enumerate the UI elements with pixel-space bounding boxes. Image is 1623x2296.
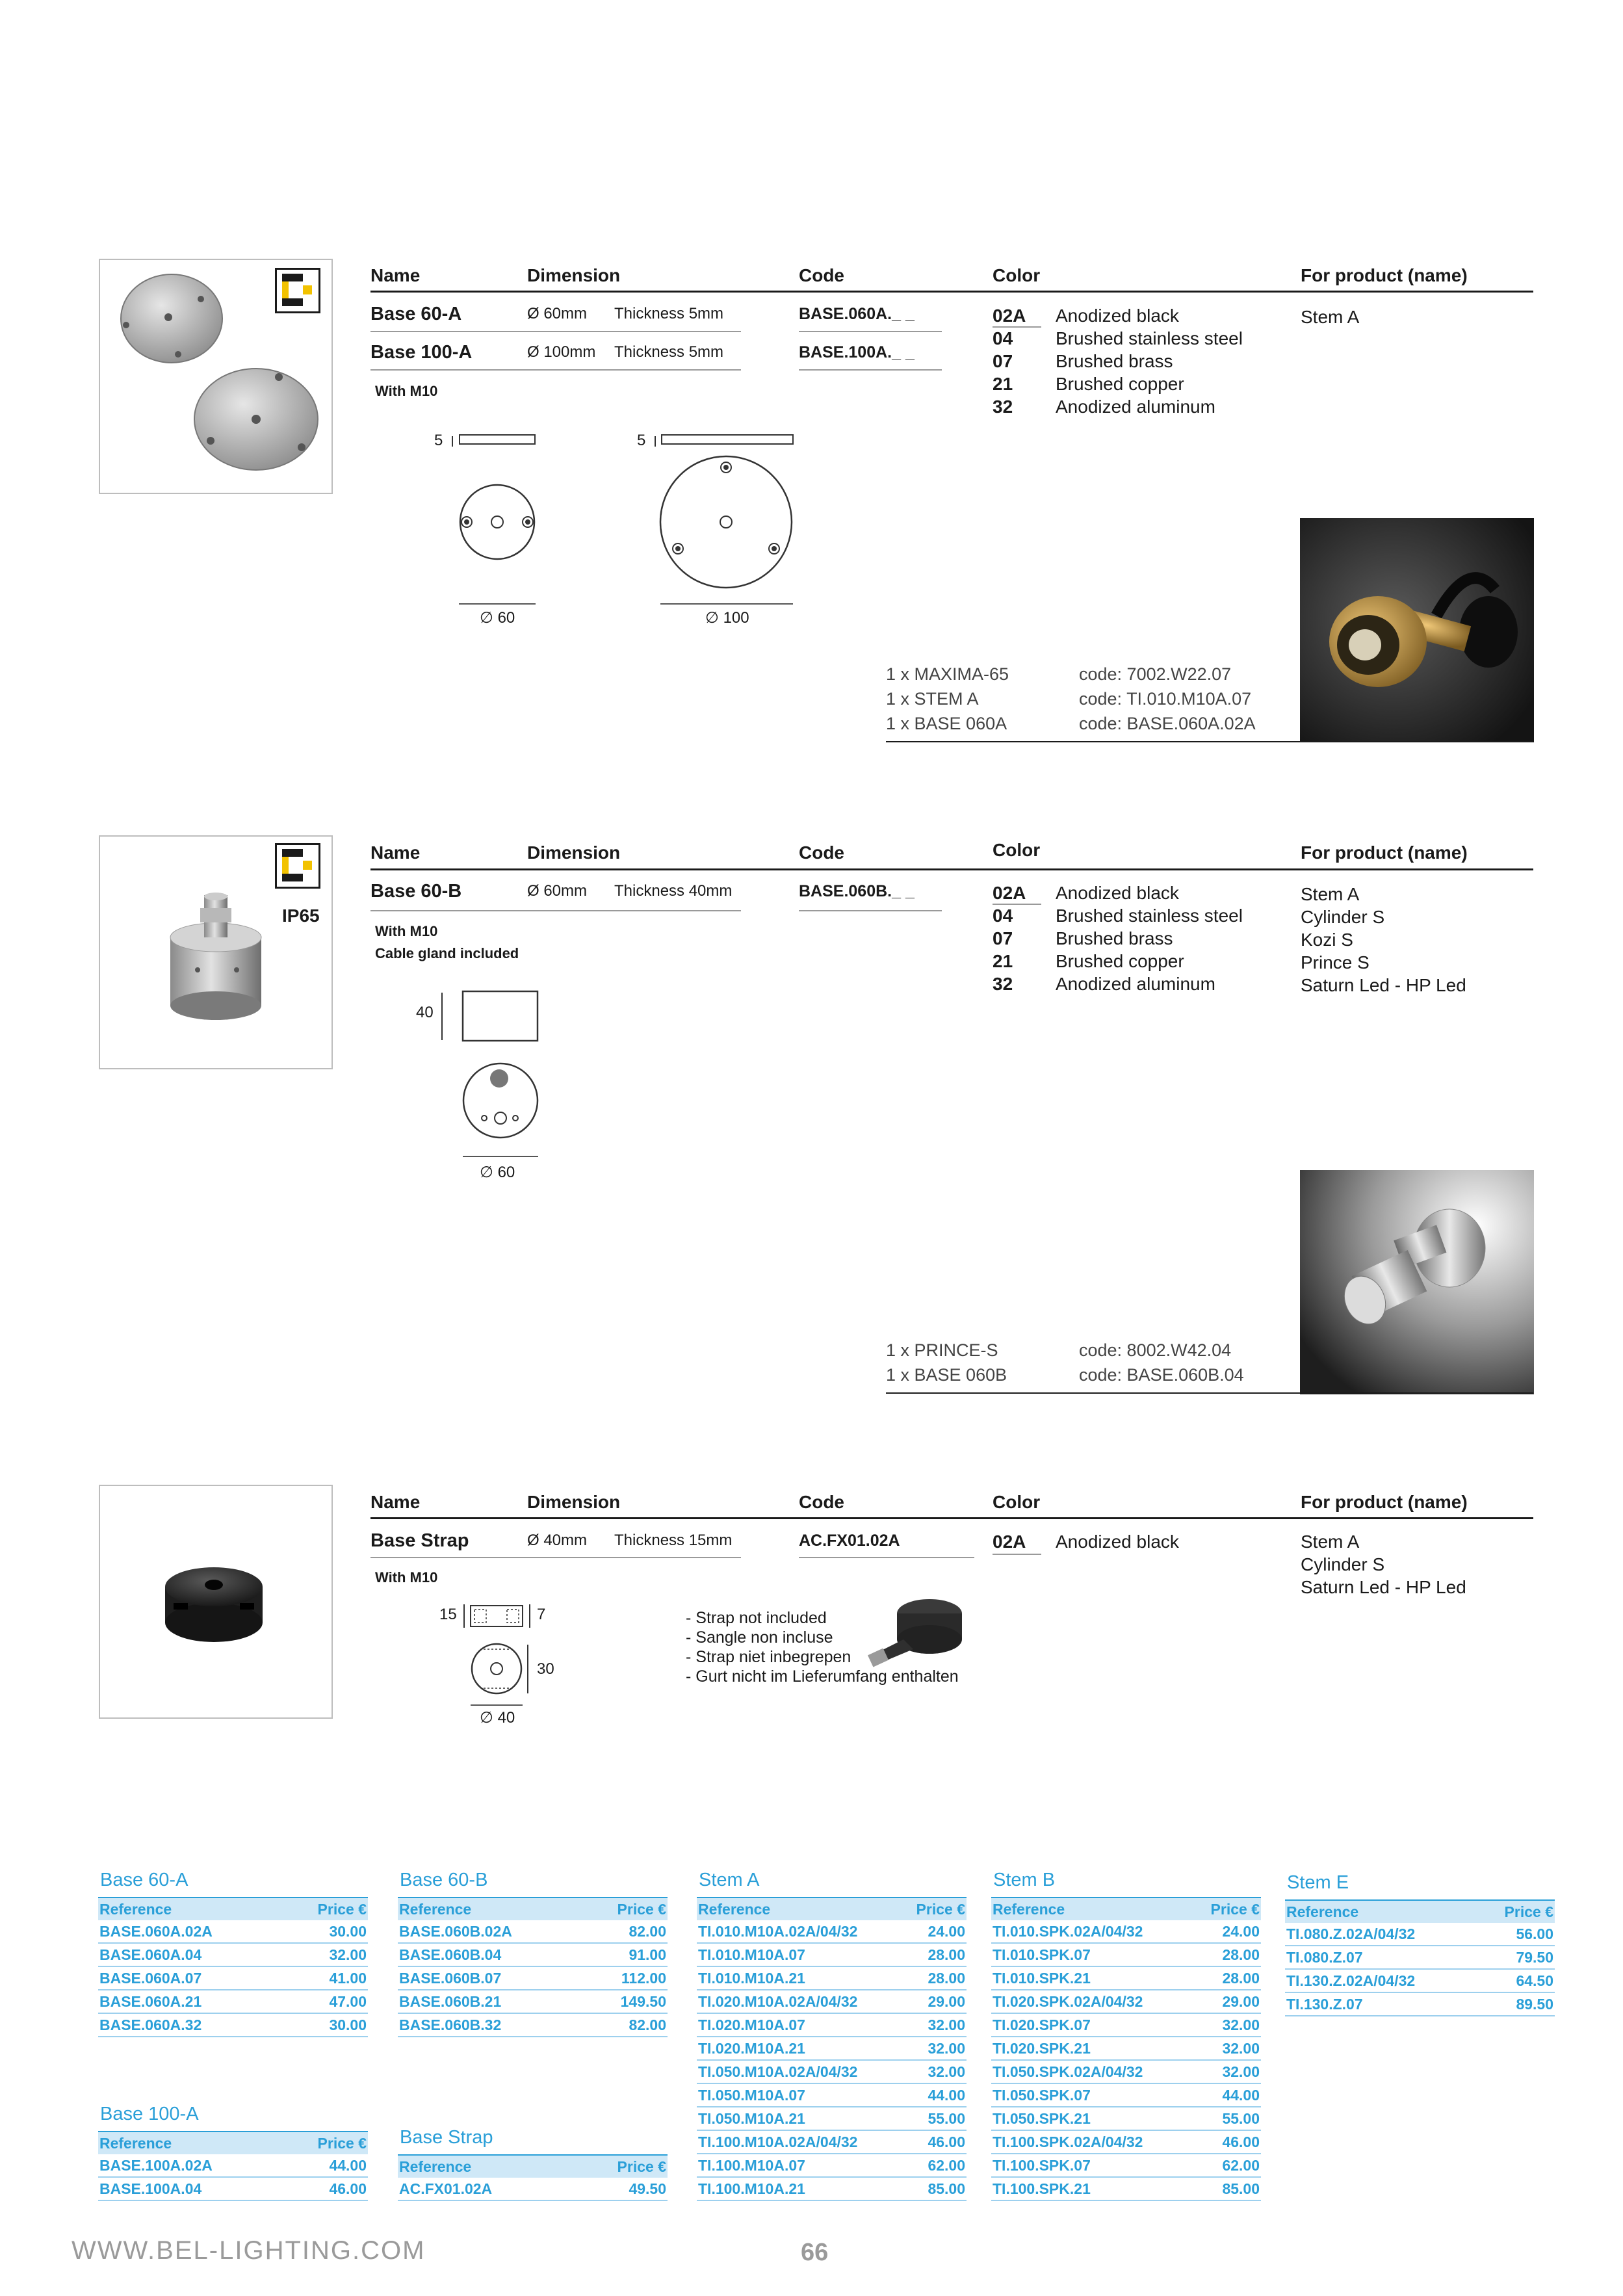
table-row [697,1966,967,1990]
strap-note: - Sangle non incluse [686,1628,833,1647]
color-code: 02A [993,1532,1026,1552]
header-rule [370,868,1533,870]
table-row [991,2083,1261,2107]
table-row [697,2037,967,2060]
table-row [991,2154,1261,2177]
header-name: Name [370,842,421,863]
price: 24.00 [1193,1920,1261,1943]
table-row [697,2177,967,2200]
col-reference: Reference [98,2132,285,2154]
table-row [991,2177,1261,2200]
reference: BASE.100A.02A [98,2154,285,2177]
price: 55.00 [902,2107,967,2130]
product-diameter: Ø 60mm [527,882,588,900]
table-row [991,2060,1261,2083]
table-row [991,2013,1261,2037]
product-name: Base Strap [370,1530,469,1551]
dim-height-label: 15 [439,1606,457,1623]
price: 32.00 [1193,2060,1261,2083]
reference: TI.130.Z.02A/04/32 [1285,1969,1479,1992]
for-product-item: Kozi S [1301,930,1353,950]
reference: BASE.100A.04 [98,2177,285,2200]
price: 82.00 [584,2013,668,2037]
reference: BASE.060A.21 [98,1990,285,2013]
table-row [98,1920,368,1943]
price: 49.50 [573,2178,668,2200]
kit-item: 1 x STEM A [886,689,979,709]
table-row [1285,1969,1555,1992]
price-table-title: Stem E [1287,1872,1349,1893]
color-name: Anodized aluminum [1056,974,1215,994]
col-reference: Reference [98,1898,285,1920]
color-name: Anodized aluminum [1056,397,1215,417]
table-row [398,2178,668,2200]
kit-rule [886,1392,1533,1394]
reference: TI.100.M10A.07 [697,2154,902,2177]
reference: TI.050.M10A.02A/04/32 [697,2060,902,2083]
product-name: Base 60-A [370,304,462,324]
price: 32.00 [1193,2037,1261,2060]
table-row [991,1966,1261,1990]
price: 91.00 [584,1943,668,1966]
product-photo-maxima-installation [1300,518,1534,742]
reference: TI.010.M10A.02A/04/32 [697,1920,902,1943]
col-reference: Reference [1285,1900,1479,1923]
product-name: Base 100-A [370,342,473,363]
reference: BASE.060A.04 [98,1943,285,1966]
price: 28.00 [1193,1943,1261,1966]
color-code: 04 [993,328,1013,348]
product-thickness: Thickness 40mm [614,882,733,900]
kit-code: code: BASE.060A.02A [1079,714,1256,733]
price-table-title: Base 60-A [100,1870,188,1890]
price-table-title: Stem A [699,1870,760,1890]
table-row [697,2130,967,2154]
reference: BASE.060B.07 [398,1966,584,1990]
for-product-item: Saturn Led - HP Led [1301,1577,1466,1597]
footer-website[interactable]: WWW.BEL-LIGHTING.COM [71,2236,426,2265]
price-table-base-60b [398,1897,668,2037]
for-product-item: Cylinder S [1301,1554,1385,1574]
table-row [991,2130,1261,2154]
price: 89.50 [1479,1992,1555,2016]
color-code: 04 [993,906,1013,926]
table-row [98,2154,368,2177]
reference: BASE.060B.02A [398,1920,584,1943]
dim-diameter-label: ∅ 100 [705,609,749,627]
reference: BASE.060A.02A [98,1920,285,1943]
kit-item: 1 x BASE 060B [886,1365,1007,1385]
price: 46.00 [285,2177,368,2200]
price: 32.00 [902,2013,967,2037]
color-code: 07 [993,351,1013,371]
table-row [697,2083,967,2107]
product-code: BASE.060B._ _ [799,882,915,900]
price: 24.00 [902,1920,967,1943]
color-name: Brushed stainless steel [1056,328,1243,348]
color-code: 32 [993,974,1013,994]
reference: TI.100.SPK.21 [991,2177,1193,2200]
price: 44.00 [902,2083,967,2107]
reference: TI.020.M10A.02A/04/32 [697,1990,902,2013]
color-name: Anodized black [1056,306,1179,326]
row-divider [370,1557,741,1558]
price: 85.00 [902,2177,967,2200]
kit-item: 1 x MAXIMA-65 [886,664,1009,684]
dim-thickness-label: 5 [637,432,646,449]
price: 46.00 [902,2130,967,2154]
reference: BASE.060B.04 [398,1943,584,1966]
header-dimension: Dimension [527,842,621,863]
note-with-m10: With M10 [375,1569,438,1585]
price: 62.00 [902,2154,967,2177]
reference: TI.050.SPK.07 [991,2083,1193,2107]
reference: TI.100.M10A.02A/04/32 [697,2130,902,2154]
reference: TI.100.SPK.02A/04/32 [991,2130,1193,2154]
table-row [1285,1923,1555,1946]
reference: TI.010.M10A.07 [697,1943,902,1966]
col-price: Price € [1193,1898,1261,1920]
row-divider [993,326,1041,328]
header-for-product: For product (name) [1301,842,1468,863]
for-product-item: Prince S [1301,952,1370,972]
product-diameter: Ø 60mm [527,305,588,322]
col-price: Price € [902,1898,967,1920]
kit-item: 1 x PRINCE-S [886,1340,998,1360]
table-row [697,1990,967,2013]
color-name: Brushed copper [1056,374,1184,394]
price: 46.00 [1193,2130,1261,2154]
kit-code: code: 8002.W42.04 [1079,1340,1232,1360]
price: 149.50 [584,1990,668,2013]
reference: TI.100.M10A.21 [697,2177,902,2200]
header-code: Code [799,265,844,285]
reference: TI.010.M10A.21 [697,1966,902,1990]
col-price: Price € [285,1898,368,1920]
price: 32.00 [902,2060,967,2083]
ip-rating-label: IP65 [282,906,320,926]
reference: TI.080.Z.02A/04/32 [1285,1923,1479,1946]
color-code: 02A [993,883,1026,903]
header-rule [370,291,1533,293]
reference: TI.050.M10A.07 [697,2083,902,2107]
price: 112.00 [584,1966,668,1990]
product-code: BASE.100A._ _ [799,343,915,361]
price-table-title: Stem B [993,1870,1056,1890]
table-row [697,2107,967,2130]
price: 32.00 [902,2037,967,2060]
color-code: 21 [993,374,1013,394]
dim-diameter-label: ∅ 60 [480,1164,515,1181]
strap-note: - Strap not included [686,1609,827,1627]
header-color: Color [993,265,1041,285]
color-name: Brushed brass [1056,351,1173,371]
col-reference: Reference [398,1898,584,1920]
table-row [697,1943,967,1966]
table-row [991,2107,1261,2130]
price: 29.00 [902,1990,967,2013]
table-row [697,1920,967,1943]
price: 41.00 [285,1966,368,1990]
reference: BASE.060A.32 [98,2013,285,2037]
table-row [991,1943,1261,1966]
price: 28.00 [1193,1966,1261,1990]
for-product-item: Saturn Led - HP Led [1301,975,1466,995]
table-row [697,2154,967,2177]
ip-rating-icon [275,843,320,889]
strap-note: - Strap niet inbegrepen [686,1648,851,1666]
product-thickness: Thickness 5mm [614,305,724,322]
dim-height-label: 40 [416,1004,434,1021]
product-photo-base-strap [99,1485,333,1719]
note-with-m10: With M10 [375,923,438,939]
product-diameter: Ø 40mm [527,1532,588,1549]
reference: TI.050.SPK.21 [991,2107,1193,2130]
header-color: Color [993,840,1041,860]
price: 79.50 [1479,1946,1555,1969]
price-table-title: Base 60-B [400,1870,488,1890]
table-row [98,1966,368,1990]
kit-code: code: TI.010.M10A.07 [1079,689,1252,709]
row-divider [799,331,942,332]
reference: TI.020.M10A.07 [697,2013,902,2037]
product-photo-prince-installation [1300,1170,1534,1394]
price: 47.00 [285,1990,368,2013]
price: 32.00 [1193,2013,1261,2037]
header-name: Name [370,265,421,285]
technical-drawing-base-b [422,985,591,1180]
reference: TI.080.Z.07 [1285,1946,1479,1969]
row-divider [799,910,942,911]
reference: AC.FX01.02A [398,2178,573,2200]
price: 28.00 [902,1966,967,1990]
header-color: Color [993,1492,1041,1512]
reference: TI.010.SPK.02A/04/32 [991,1920,1193,1943]
for-product-item: Stem A [1301,884,1360,904]
row-divider [799,1557,974,1558]
price-table-title: Base 100-A [100,2104,199,2124]
col-price: Price € [1479,1900,1555,1923]
dim-slot-label: 30 [537,1660,554,1678]
kit-code: code: 7002.W22.07 [1079,664,1232,684]
strap-photo [864,1594,968,1669]
price: 30.00 [285,1920,368,1943]
row-divider [993,904,1041,905]
col-reference: Reference [991,1898,1193,1920]
table-row [398,1990,668,2013]
reference: TI.020.M10A.21 [697,2037,902,2060]
header-dimension: Dimension [527,265,621,285]
dry-location-icon [275,268,320,313]
product-thickness: Thickness 15mm [614,1532,733,1549]
kit-item: 1 x BASE 060A [886,714,1007,733]
header-code: Code [799,842,844,863]
price: 82.00 [584,1920,668,1943]
reference: TI.010.SPK.21 [991,1966,1193,1990]
for-product-item: Stem A [1301,1532,1360,1552]
row-divider [370,910,741,911]
table-row [98,2013,368,2037]
color-code: 02A [993,306,1026,326]
table-row [398,2013,668,2037]
reference: TI.100.SPK.07 [991,2154,1193,2177]
dim-diameter-label: ∅ 60 [480,609,515,627]
note-with-m10: With M10 [375,383,438,399]
table-row [398,1920,668,1943]
table-row [1285,1946,1555,1969]
price: 85.00 [1193,2177,1261,2200]
price: 32.00 [285,1943,368,1966]
price: 44.00 [1193,2083,1261,2107]
row-divider [370,331,741,332]
header-name: Name [370,1492,421,1512]
header-dimension: Dimension [527,1492,621,1512]
table-row [98,1990,368,2013]
col-price: Price € [584,1898,668,1920]
reference: TI.050.SPK.02A/04/32 [991,2060,1193,2083]
price: 56.00 [1479,1923,1555,1946]
reference: TI.130.Z.07 [1285,1992,1479,2016]
product-code: BASE.060A._ _ [799,305,915,323]
color-name: Brushed brass [1056,928,1173,948]
dim-thickness-label: 5 [434,432,443,449]
price-table-stem-b [991,1897,1261,2201]
reference: BASE.060A.07 [98,1966,285,1990]
for-product-item: Stem A [1301,307,1360,327]
col-reference: Reference [697,1898,902,1920]
table-row [697,2013,967,2037]
dim-width-label: 7 [537,1606,546,1623]
price-table-base-100a [98,2131,368,2201]
table-row [98,1943,368,1966]
price-table-base-60a [98,1897,368,2037]
table-row [991,2037,1261,2060]
price: 28.00 [902,1943,967,1966]
color-code: 32 [993,397,1013,417]
reference: TI.050.M10A.21 [697,2107,902,2130]
table-row [991,1920,1261,1943]
price: 62.00 [1193,2154,1261,2177]
price: 29.00 [1193,1990,1261,2013]
for-product-item: Cylinder S [1301,907,1385,927]
row-divider [993,1554,1041,1555]
header-rule [370,1517,1533,1519]
page-number: 66 [801,2239,829,2266]
product-code: AC.FX01.02A [799,1532,900,1550]
table-row [991,1990,1261,2013]
color-name: Brushed stainless steel [1056,906,1243,926]
price: 64.50 [1479,1969,1555,1992]
row-divider [370,369,741,371]
table-row [1285,1992,1555,2016]
color-name: Anodized black [1056,1532,1179,1552]
color-code: 21 [993,951,1013,971]
color-code: 07 [993,928,1013,948]
col-reference: Reference [398,2155,573,2178]
reference: BASE.060B.32 [398,2013,584,2037]
price-table-stem-e [1285,1899,1555,2016]
price: 55.00 [1193,2107,1261,2130]
base-strap-image [100,1486,331,1717]
price: 30.00 [285,2013,368,2037]
technical-drawing-base-strap [455,1599,585,1716]
reference: TI.020.SPK.07 [991,2013,1193,2037]
reference: BASE.060B.21 [398,1990,584,2013]
color-name: Brushed copper [1056,951,1184,971]
reference: TI.020.SPK.02A/04/32 [991,1990,1193,2013]
row-divider [799,369,942,371]
col-price: Price € [573,2155,668,2178]
header-code: Code [799,1492,844,1512]
note-cable-gland: Cable gland included [375,945,519,961]
product-name: Base 60-B [370,881,462,902]
reference: TI.010.SPK.07 [991,1943,1193,1966]
kit-code: code: BASE.060B.04 [1079,1365,1244,1385]
strap-note: - Gurt nicht im Lieferumfang enthalten [686,1667,959,1686]
header-for-product: For product (name) [1301,265,1468,285]
table-row [398,1943,668,1966]
dim-diameter-label: ∅ 40 [480,1709,515,1727]
header-for-product: For product (name) [1301,1492,1468,1512]
product-diameter: Ø 100mm [527,343,596,361]
table-row [697,2060,967,2083]
color-name: Anodized black [1056,883,1179,903]
price: 44.00 [285,2154,368,2177]
product-thickness: Thickness 5mm [614,343,724,361]
table-row [398,1966,668,1990]
price-table-title: Base Strap [400,2127,493,2148]
table-row [98,2177,368,2200]
kit-rule [886,741,1533,742]
reference: TI.020.SPK.21 [991,2037,1193,2060]
price-table-stem-a [697,1897,967,2201]
price-table-base-strap [398,2154,668,2201]
col-price: Price € [285,2132,368,2154]
